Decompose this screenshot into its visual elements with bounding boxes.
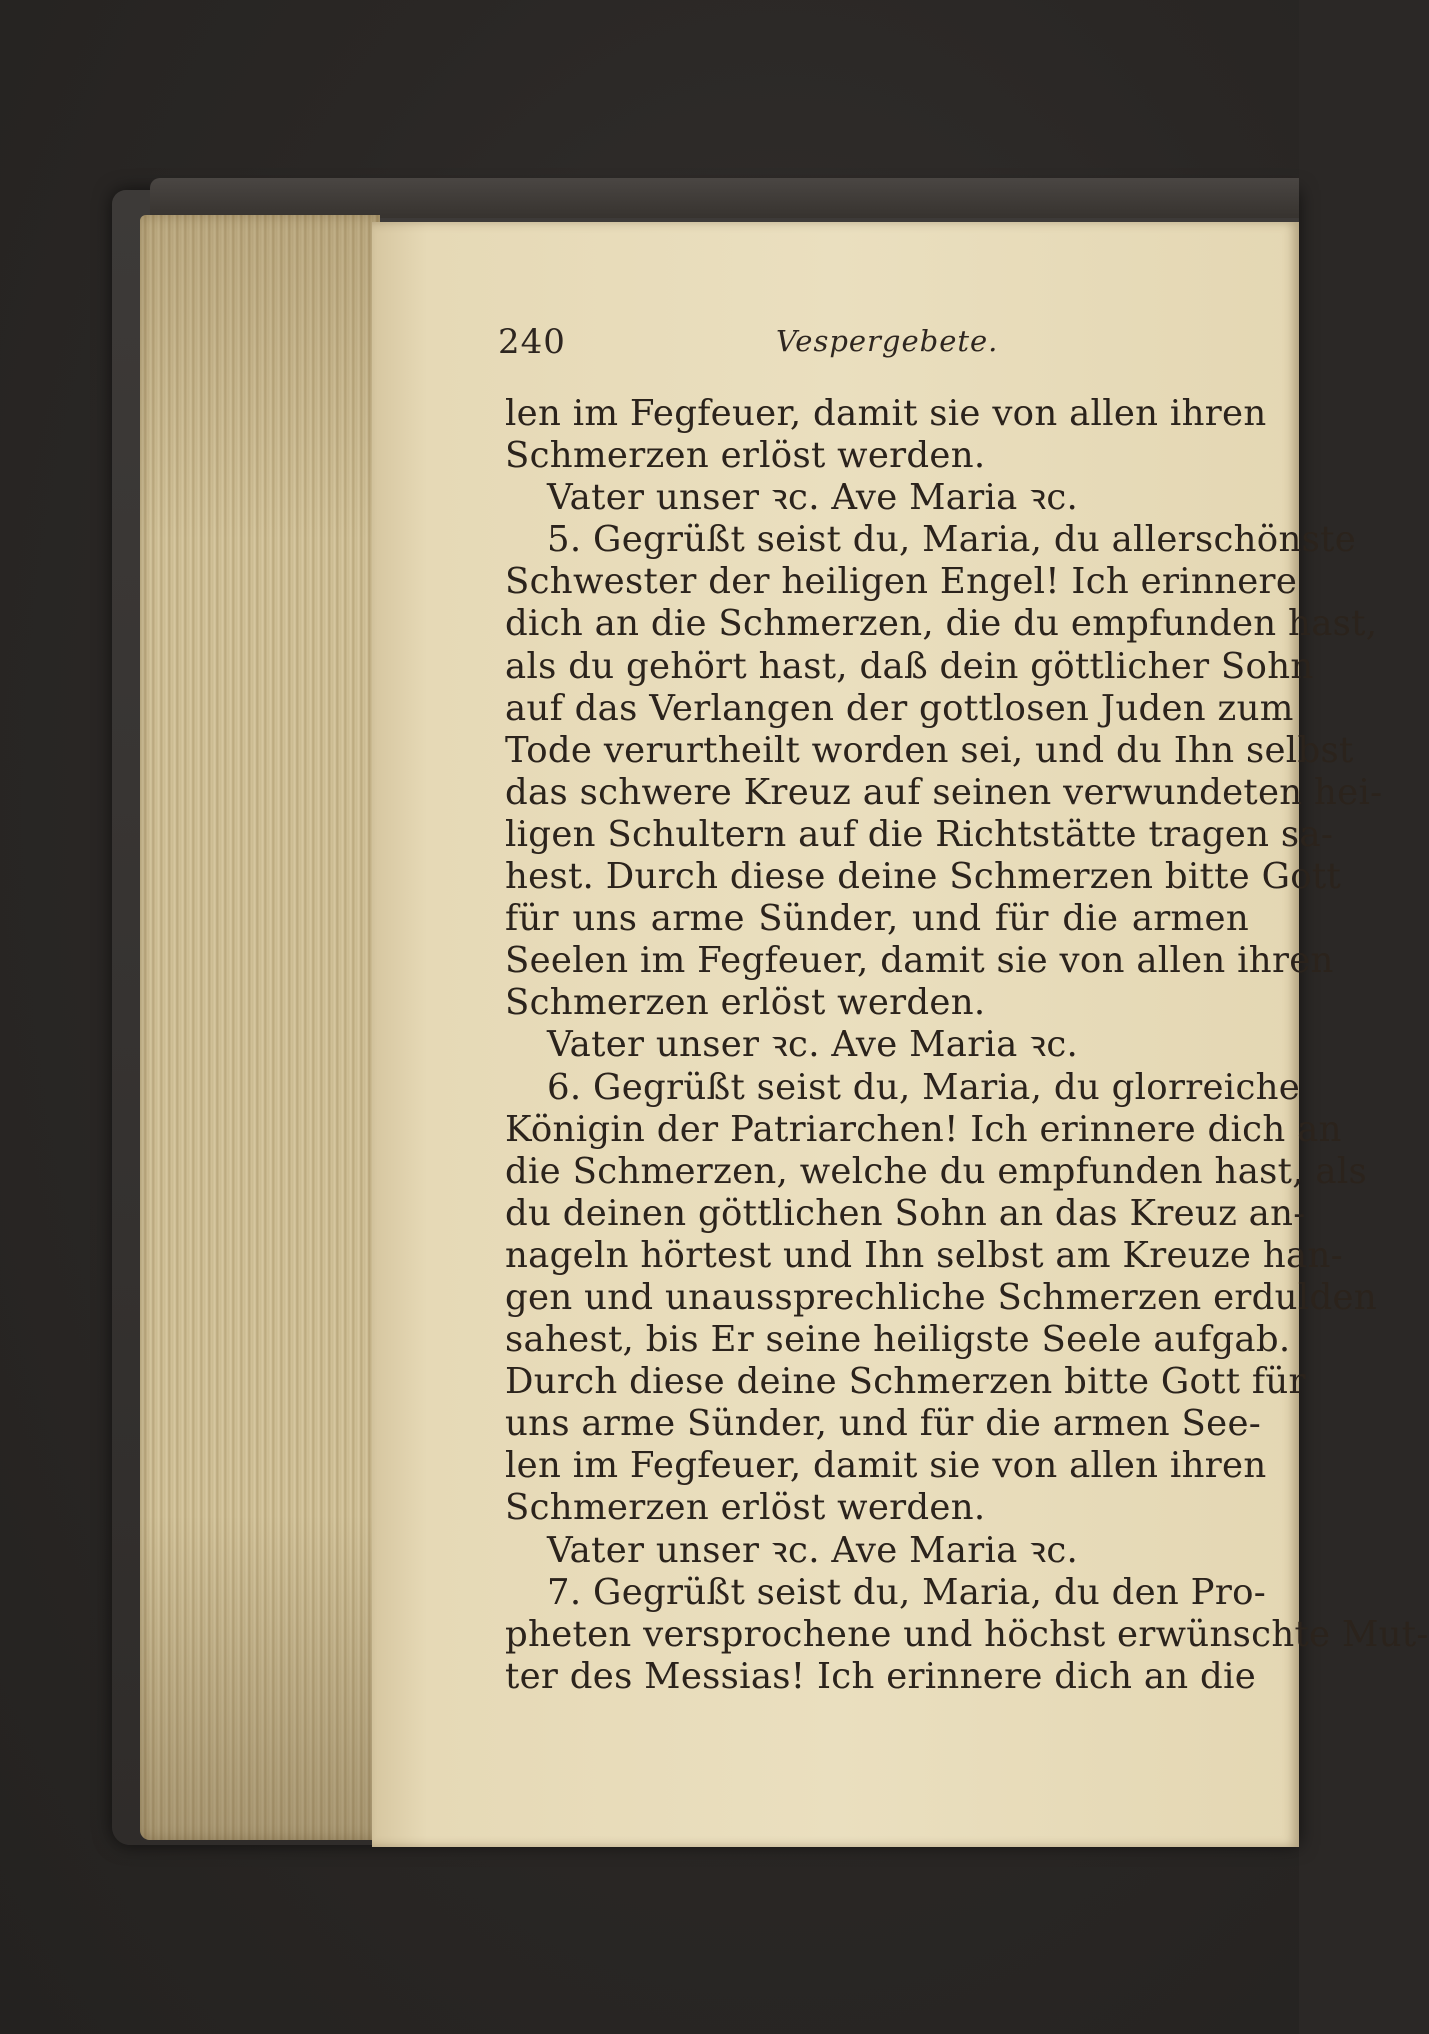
text-line: Tode verurtheilt worden sei, und du Ihn selbst — [505, 729, 1354, 771]
text-line: dich an die Schmerzen, die du empfunden hast, — [505, 603, 1378, 645]
page-edge-shading — [140, 215, 380, 1840]
text-line: len im Fegfeuer, damit sie von allen ihren — [505, 1445, 1267, 1487]
text-line: als du gehört hast, daß dein göttlicher Sohn — [505, 645, 1314, 687]
text-line: Schmerzen erlöst werden. — [505, 1487, 986, 1529]
body-text — [505, 393, 1429, 1698]
text-line: pheten versprochene und höchst erwünschte Mut- — [505, 1613, 1429, 1655]
page-header — [498, 322, 1258, 372]
text-line: Seelen im Fegfeuer, damit sie von allen ihren — [505, 940, 1334, 982]
text-line: len im Fegfeuer, damit sie von allen ihren — [505, 393, 1267, 434]
text-line: die Schmerzen, welche du empfunden hast, als — [505, 1150, 1368, 1192]
text-line: Schmerzen erlöst werden. — [505, 982, 986, 1024]
text-line: ligen Schultern auf die Richtstätte tragen sa- — [505, 813, 1334, 855]
text-line: auf das Verlangen der gottlosen Juden zum — [505, 687, 1294, 729]
running-title: Vespergebete. — [776, 324, 999, 358]
text-line: für uns arme Sünder, und für die armen — [505, 898, 1249, 940]
text-line: Vater unser ꝛc. Ave Maria ꝛc. — [547, 477, 1079, 519]
text-line: Vater unser ꝛc. Ave Maria ꝛc. — [547, 1529, 1079, 1571]
text-line: uns arme Sünder, und für die armen See- — [505, 1403, 1262, 1445]
text-line: Schwester der heiligen Engel! Ich erinnere — [505, 561, 1298, 603]
text-line: du deinen göttlichen Sohn an das Kreuz an- — [505, 1192, 1306, 1234]
text-line: gen und unaussprechliche Schmerzen erdulden — [505, 1276, 1377, 1318]
text-line: das schwere Kreuz auf seinen verwundeten hei- — [505, 771, 1383, 813]
text-line: 6. Gegrüßt seist du, Maria, du glorreiche — [547, 1066, 1301, 1108]
text-line: sahest, bis Er seine heiligste Seele aufgab. — [505, 1319, 1291, 1361]
page-number: 240 — [498, 322, 566, 362]
text-line: 5. Gegrüßt seist du, Maria, du allerschönste — [547, 519, 1357, 561]
text-line: Königin der Patriarchen! Ich erinnere dich an — [505, 1108, 1342, 1150]
text-line: nageln hörtest und Ihn selbst am Kreuze han- — [505, 1234, 1343, 1276]
text-line: ter des Messias! Ich erinnere dich an die — [505, 1655, 1257, 1697]
text-line: Durch diese deine Schmerzen bitte Gott für — [505, 1361, 1306, 1403]
text-line: hest. Durch diese deine Schmerzen bitte Gott — [505, 856, 1342, 898]
text-line: Schmerzen erlöst werden. — [505, 435, 986, 477]
book-cover-top-edge — [150, 178, 1299, 218]
text-line: Vater unser ꝛc. Ave Maria ꝛc. — [547, 1024, 1079, 1066]
text-line: 7. Gegrüßt seist du, Maria, du den Pro- — [547, 1571, 1267, 1613]
